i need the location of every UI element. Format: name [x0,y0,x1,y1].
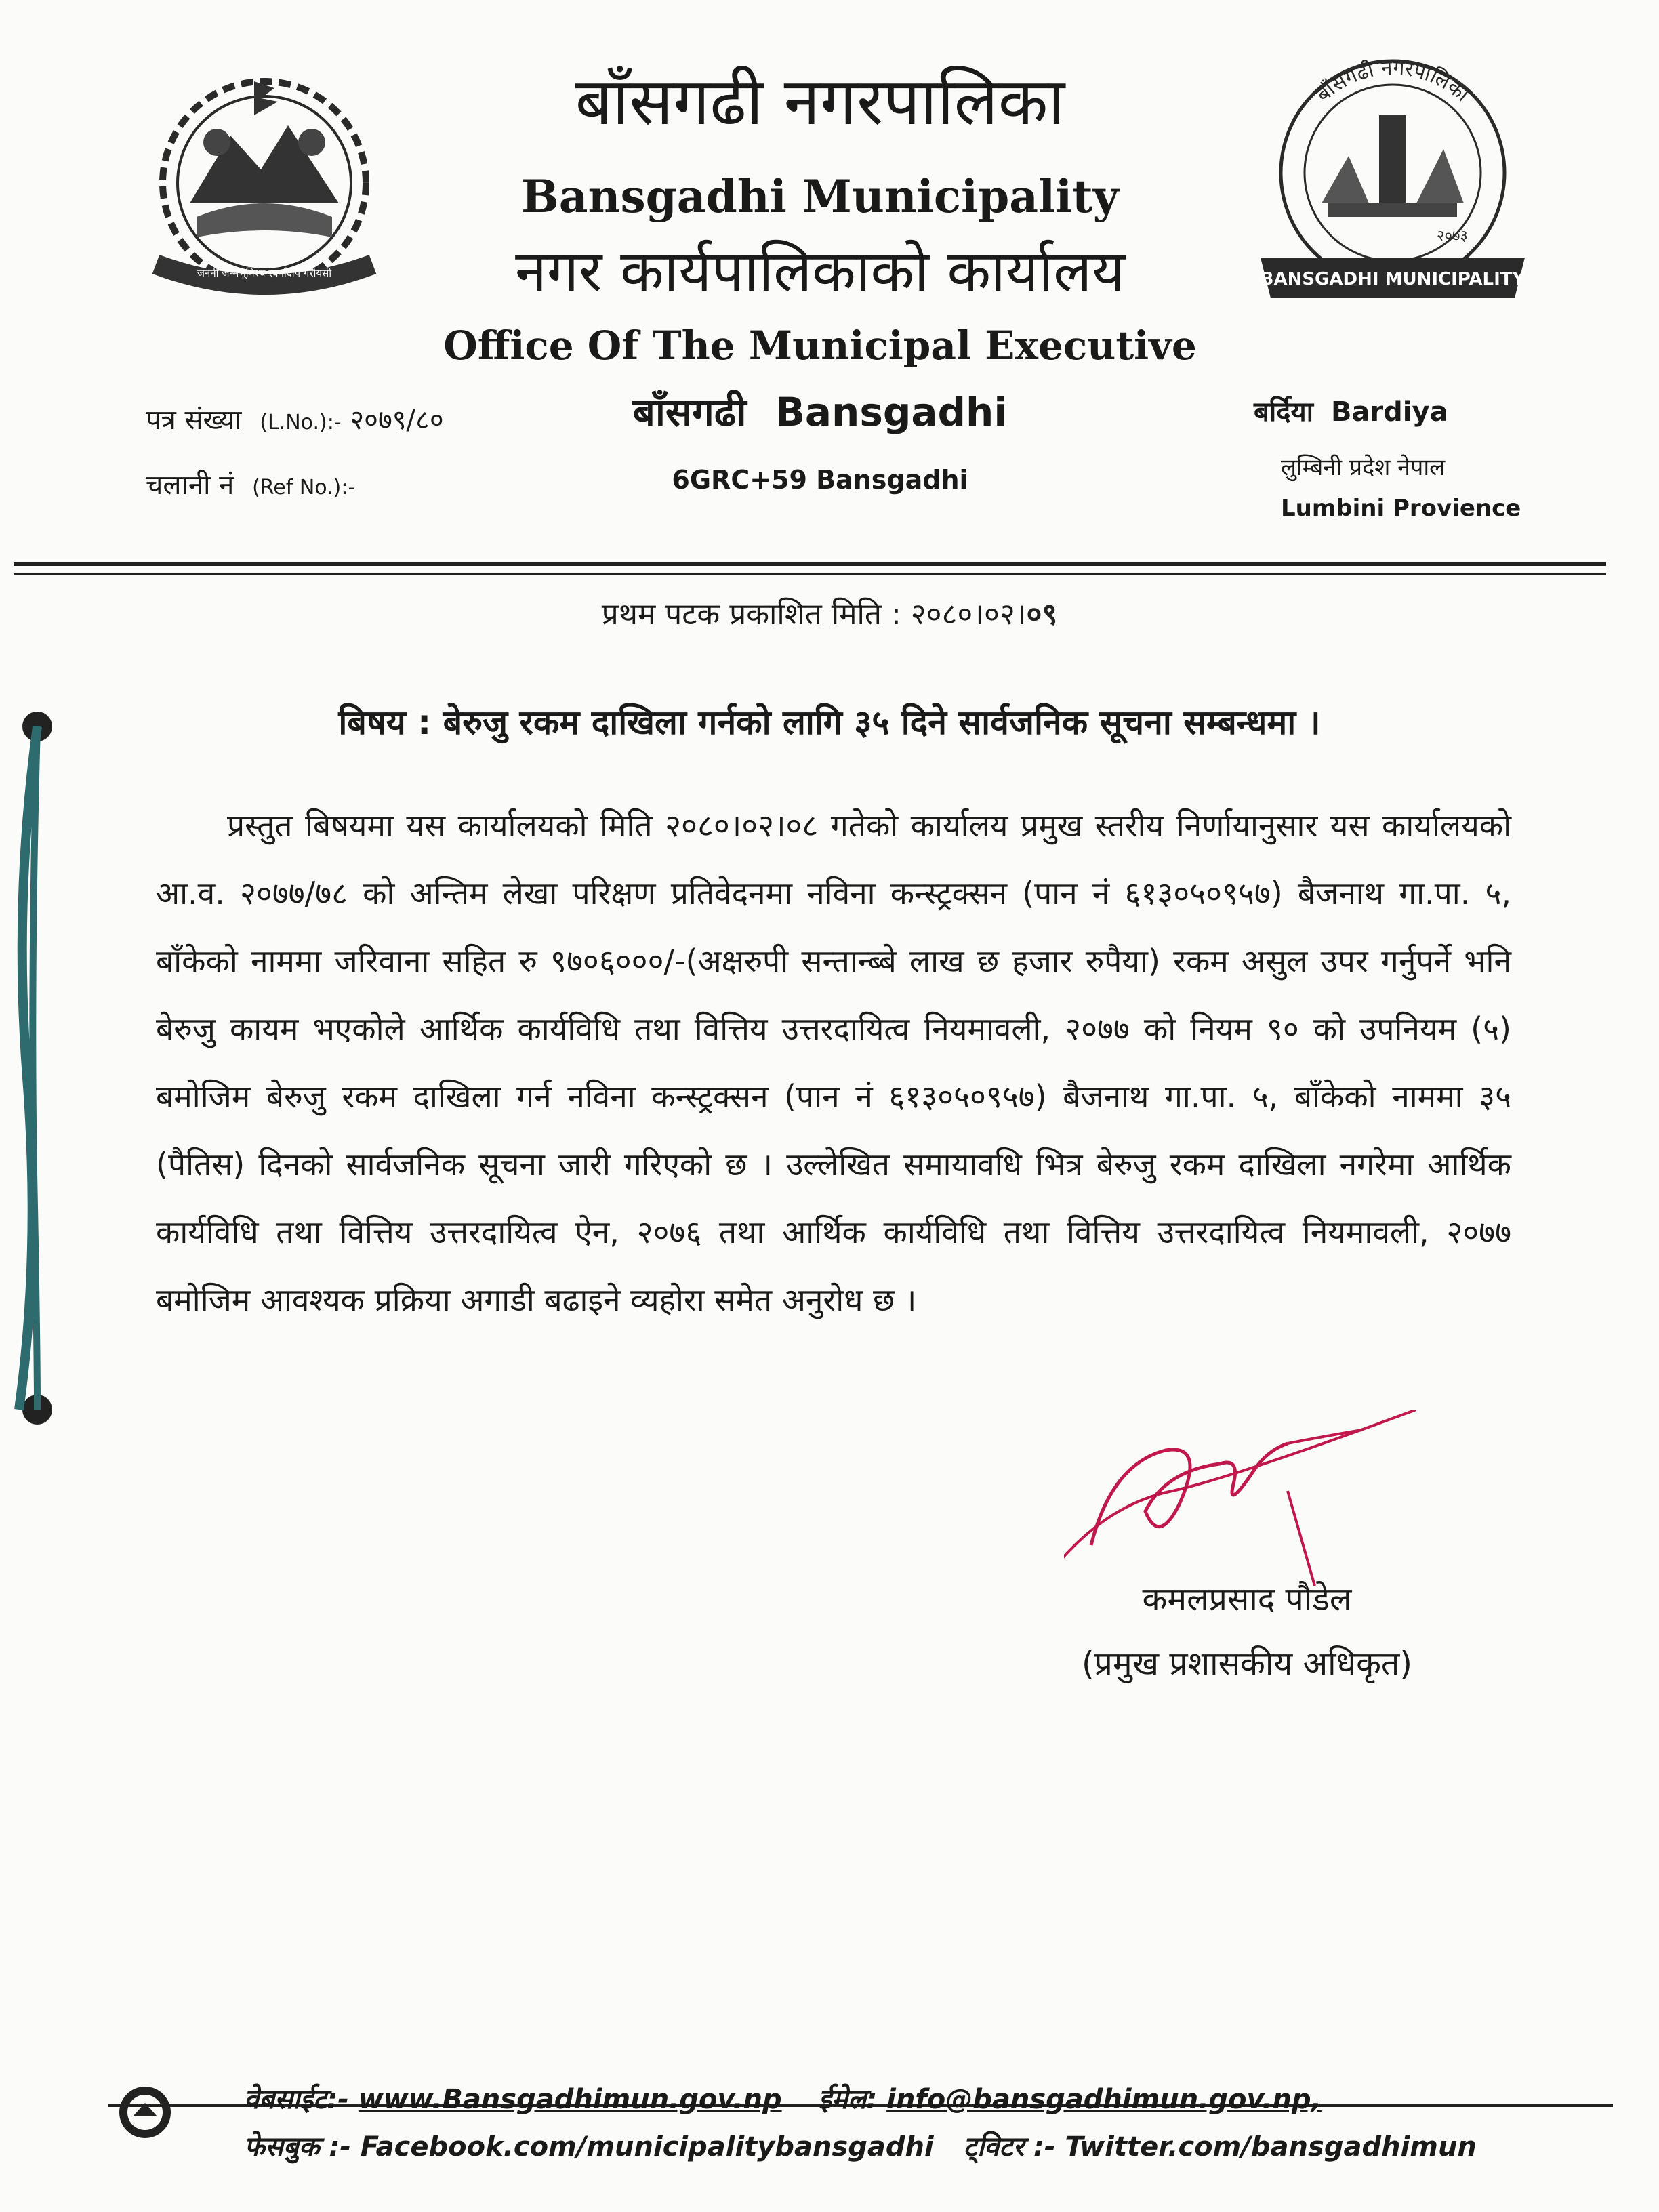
place-name-en: Bansgadhi [775,389,1008,435]
province-en: Lumbini Provience [1281,495,1521,522]
reference-number-code: (Ref No.):- [252,476,356,499]
emblem-motto: जननी जन्मभूमिश्च स्वर्गादपि गरीयसी [197,267,332,279]
twitter-link[interactable]: Twitter.com/bansgadhimun [1065,2131,1477,2163]
published-date-label: प्रथम पटक प्रकाशित मिति : [601,597,901,632]
nepal-emblem-logo [115,61,413,319]
signatory-title: (प्रमुख प्रशासकीय अधिकृत) [1081,1645,1413,1683]
header-divider-thin [14,573,1606,575]
logo-year: २०७३ [1437,228,1468,245]
municipality-name-np: बाँसगढी नगरपालिका [575,64,1065,140]
reference-number-label: चलानी नं [146,470,234,501]
municipality-logo [1247,54,1538,325]
province-np: लुम्बिनी प्रदेश नेपाल [1281,454,1446,481]
logo-arc-text: बाँसगढी नगरपालिका [1311,56,1474,107]
signatory-name: कमलप्रसाद पौडेल [1142,1580,1352,1618]
letter-number-value: २०७९/८० [350,405,444,436]
facebook-label: फेसबुक :- [244,2131,351,2163]
district-np: बर्दिया [1254,396,1313,428]
footer-contact-line-1 [244,2079,1626,2120]
website-label: वेबसाईट:- [244,2084,349,2115]
svg-text:बाँसगढी नगरपालिका [1312,56,1475,107]
published-date-handwritten-day: ०९ [1026,597,1058,632]
logo-ribbon-text: BANSGADHI MUNICIPALITY [1260,269,1525,289]
letter-number-label: पत्र संख्या [146,405,242,436]
office-name-en: Office Of The Municipal Executive [443,323,1197,369]
published-date [0,593,1659,636]
binding-thread [0,698,61,1457]
signature [1064,1410,1416,1593]
footer-emblem-icon [117,2084,173,2141]
email-label: ईमेल: [818,2084,878,2115]
twitter-label: ट्विटर :- [963,2131,1056,2163]
facebook-link[interactable]: Facebook.com/municipalitybansgadhi [360,2131,934,2163]
letter-number-code: (L.No.):- [260,411,342,434]
website-link[interactable]: www.Bansgadhimun.gov.np [358,2084,782,2115]
municipality-name-en: Bansgadhi Municipality [520,170,1120,223]
header-divider [14,562,1606,566]
published-date-value: २०८०।०२। [910,597,1027,632]
place-name [420,385,1220,439]
notice-body: प्रस्तुत बिषयमा यस कार्यालयको मिति २०८०।०२।०८ गतेको कार्यालय प्रमुख स्तरीय निर्णायानुसार यस कार्यालयको आ.व. २०७७/७८ को अन्तिम लेखा परिक्षण प्रतिवेदनमा नविना कन्स्ट्रक्सन (पान नं ६१३०५०९५७) बैजनाथ गा.पा. ५, बाँकेको नाममा जरिवाना सहित रु ९७०६०००/-(अक्षरुपी सन्तान्ब्बे लाख छ हजार रुपैया) रकम असुल उपर गर्नुपर्ने भनि बेरुजु कायम भएकोले आर्थिक कार्यविधि तथा वित्तिय उत्तरदायित्व नियमावली, २०७७ को नियम ९० को उपनियम (५) बमोजिम बेरुजु रकम दाखिला गर्न नविना कन्स्ट्रक्सन (पान नं ६१३०५०९५७) बैजनाथ गा.पा. ५, बाँकेको नाममा ३५ (पैतिस) दिनको सार्वजनिक सूचना जारी गरिएको छ । उल्लेखित समायावधि भित्र बेरुजु रकम दाखिला नगरेमा आर्थिक कार्यविधि तथा वित्तिय उत्तरदायित्व ऐन, २०७६ तथा आर्थिक कार्यविधि तथा वित्तिय उत्तरदायित्व नियमावली, २०७७ बमोजिम आवश्यक प्रक्रिया अगाडी बढाइने व्यहोरा समेत अनुरोध छ । [156,807,1511,1318]
district [1254,393,1579,431]
place-name-np: बाँसगढी [632,389,747,435]
email-link[interactable]: info@bansgadhimun.gov.np, [886,2084,1322,2115]
district-en: Bardiya [1330,396,1448,428]
letter-number [146,401,444,442]
reference-number [146,466,355,507]
footer-contact-line-2 [244,2127,1626,2167]
plus-code: 6GRC+59 Bansgadhi [672,465,968,495]
office-name-np: नगर कार्यपालिकाको कार्यालय [515,238,1125,304]
subject-line: बिषय : बेरुजु रकम दाखिला गर्नको लागि ३५ दिने सार्वजनिक सूचना सम्बन्धमा । [338,703,1321,742]
